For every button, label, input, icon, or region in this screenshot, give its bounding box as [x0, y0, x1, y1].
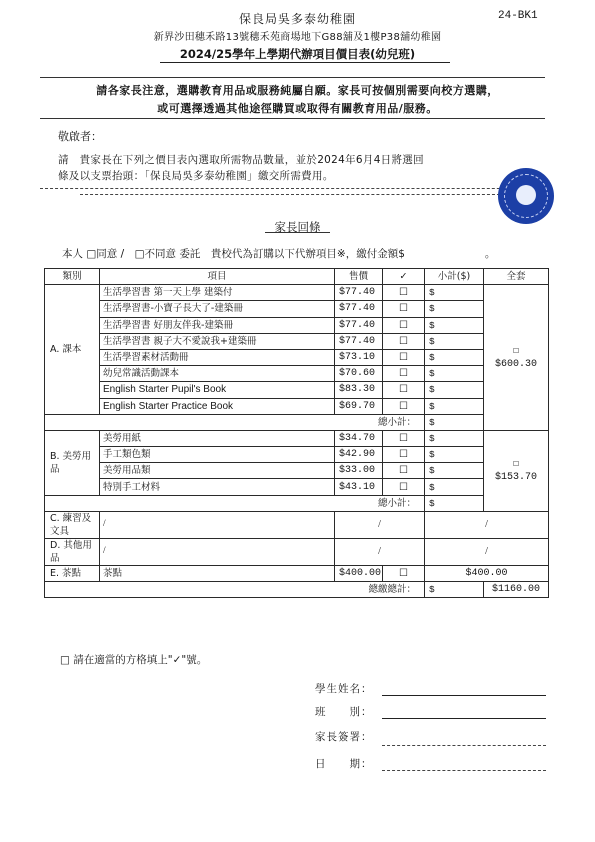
reply-title-underline	[265, 232, 330, 233]
item-checkbox[interactable]: ☐	[383, 479, 425, 495]
section-a-subtotal-value[interactable]: $	[425, 414, 484, 430]
student-name-field[interactable]	[382, 695, 546, 696]
school-name: 保良局吳多泰幼稚園	[238, 12, 356, 26]
tick-instruction: □ 請在適當的方格填上"✓"號。	[60, 654, 208, 666]
category-c-price: /	[335, 511, 425, 538]
item-price: $77.40	[335, 333, 383, 349]
category-e-row	[45, 565, 549, 581]
title-underline	[160, 62, 450, 63]
order-items-table	[44, 268, 549, 598]
item-price: $33.00	[335, 463, 383, 479]
section-b-subtotal-row	[45, 495, 549, 511]
item-name: 手工類色類	[100, 447, 335, 463]
section-a-subtotal-label: 總小計：	[45, 414, 425, 430]
set-b-cell	[484, 430, 549, 511]
grand-total-set: $1160.00	[484, 582, 549, 598]
letter-body-line-1: 請 貴家長在下列之價目表內選取所需物品數量，並於2024年6月4日將選回	[58, 154, 424, 166]
table-row	[45, 349, 549, 365]
notice-top-rule	[40, 77, 545, 78]
table-row	[45, 398, 549, 414]
table-row	[45, 447, 549, 463]
set-a-cell	[484, 285, 549, 431]
item-name: English Starter Practice Book	[100, 398, 335, 414]
class-field[interactable]	[382, 718, 546, 719]
letter-salutation: 敬啟者：	[58, 130, 102, 143]
item-name: 生活學習書 親子大不愛說我+建築冊	[100, 333, 335, 349]
parent-signature-label: 家長簽署：	[315, 731, 373, 743]
item-name: 生活學習素材活動冊	[100, 349, 335, 365]
category-d-row	[45, 538, 549, 565]
category-d-price: /	[335, 538, 425, 565]
item-price: $34.70	[335, 430, 383, 446]
class-label: 班 別：	[315, 706, 373, 718]
grand-total-row	[45, 582, 549, 598]
item-subtotal[interactable]: $	[425, 349, 484, 365]
table-row	[45, 317, 549, 333]
set-a-checkbox[interactable]: ☐	[512, 345, 520, 357]
header-price: 售價	[335, 269, 383, 285]
item-subtotal[interactable]: $	[425, 301, 484, 317]
category-c-label: C. 練習及文具	[45, 511, 100, 538]
item-subtotal[interactable]: $	[425, 479, 484, 495]
table-row	[45, 463, 549, 479]
item-name: English Starter Pupil's Book	[100, 382, 335, 398]
table-row	[45, 382, 549, 398]
table-row	[45, 333, 549, 349]
document-code: 24-BK1	[498, 10, 538, 22]
item-price: $83.30	[335, 382, 383, 398]
item-subtotal[interactable]: $	[425, 366, 484, 382]
table-row	[45, 430, 549, 446]
table-header-row	[45, 269, 549, 285]
section-a-subtotal-row	[45, 414, 549, 430]
consent-end: 。	[484, 248, 496, 260]
item-checkbox[interactable]: ☐	[383, 382, 425, 398]
item-price: $77.40	[335, 285, 383, 301]
item-checkbox[interactable]: ☐	[383, 333, 425, 349]
consent-text: 本人 □同意 / □不同意 委託 貴校代為訂購以下代辦項目※，繳付金額$	[62, 248, 405, 260]
table-row	[45, 479, 549, 495]
table-row	[45, 285, 549, 301]
item-name: 生活學習書-小寶子長大了-建築冊	[100, 301, 335, 317]
item-price: $42.90	[335, 447, 383, 463]
category-e-label: E. 茶點	[45, 565, 100, 581]
category-c-subtotal: /	[425, 511, 549, 538]
grand-total-label: 總繳總計：	[45, 582, 425, 598]
header-subtotal: 小計($)	[425, 269, 484, 285]
item-checkbox[interactable]: ☐	[383, 463, 425, 479]
item-name: 美勞用品類	[100, 463, 335, 479]
category-e-item: 茶點	[100, 565, 335, 581]
date-field[interactable]	[382, 770, 546, 771]
category-d-label: D. 其他用品	[45, 538, 100, 565]
parent-signature-field[interactable]	[382, 745, 546, 746]
stamp-emblem	[516, 185, 536, 205]
set-b-price: $153.70	[494, 471, 537, 483]
item-subtotal[interactable]: $	[425, 463, 484, 479]
reply-slip-title: 家長回條	[274, 220, 321, 234]
category-e-checkbox[interactable]: ☐	[383, 565, 425, 581]
table-row	[45, 366, 549, 382]
item-name: 美勞用紙	[100, 430, 335, 446]
item-checkbox[interactable]: ☐	[383, 398, 425, 414]
category-a-label: A. 課本	[45, 285, 100, 415]
header-category: 類別	[45, 269, 100, 285]
item-subtotal[interactable]: $	[425, 285, 484, 301]
item-subtotal[interactable]: $	[425, 447, 484, 463]
category-d-subtotal: /	[425, 538, 549, 565]
item-subtotal[interactable]: $	[425, 382, 484, 398]
item-name: 幼兒常識活動課本	[100, 366, 335, 382]
item-name: 生活學習書 第一天上學 建築付	[100, 285, 335, 301]
header-set: 全套	[484, 269, 549, 285]
school-seal-stamp	[498, 168, 554, 224]
set-b-checkbox[interactable]: ☐	[512, 458, 520, 470]
form-title: 2024/25學年上學期代辦項目價目表(幼兒班)	[179, 47, 416, 61]
date-label: 日 期：	[315, 758, 373, 770]
item-checkbox[interactable]: ☐	[383, 430, 425, 446]
item-subtotal[interactable]: $	[425, 333, 484, 349]
tear-off-line-1	[40, 188, 545, 189]
notice-line-2: 或可選擇透過其他途徑購買或取得有關教育用品/服務。	[157, 102, 438, 115]
item-subtotal[interactable]: $	[425, 317, 484, 333]
notice-line-1: 請各家長注意，選購教育用品或服務純屬自願。家長可按個別需要向校方選購，	[96, 84, 499, 97]
tear-off-line-2	[80, 194, 505, 195]
item-subtotal[interactable]: $	[425, 430, 484, 446]
header-item: 項目	[100, 269, 335, 285]
notice-bottom-rule	[40, 118, 545, 119]
header-tick: ✓	[383, 269, 425, 285]
set-a-price: $600.30	[494, 358, 537, 370]
category-e-amount: $400.00	[425, 565, 549, 581]
section-b-subtotal-value[interactable]: $	[425, 495, 484, 511]
item-checkbox[interactable]: ☐	[383, 317, 425, 333]
consent-statement	[62, 246, 495, 261]
item-price: $69.70	[335, 398, 383, 414]
letter-body-line-2: 條及以支票抬頭：「保良局吳多泰幼稚園」繳交所需費用。	[58, 170, 334, 182]
item-checkbox[interactable]: ☐	[383, 301, 425, 317]
item-subtotal[interactable]: $	[425, 398, 484, 414]
category-b-label: B. 美勞用品	[45, 430, 100, 495]
item-price: $43.10	[335, 479, 383, 495]
item-price: $77.40	[335, 301, 383, 317]
item-name: 生活學習書 好朋友伴我-建築冊	[100, 317, 335, 333]
item-price: $73.10	[335, 349, 383, 365]
item-checkbox[interactable]: ☐	[383, 447, 425, 463]
item-checkbox[interactable]: ☐	[383, 366, 425, 382]
item-name: 特別手工材料	[100, 479, 335, 495]
category-d-item: /	[100, 538, 335, 565]
item-checkbox[interactable]: ☐	[383, 285, 425, 301]
item-price: $70.60	[335, 366, 383, 382]
student-name-label: 學生姓名：	[315, 683, 373, 695]
table-row	[45, 301, 549, 317]
category-e-price: $400.00	[335, 565, 383, 581]
section-b-subtotal-label: 總小計：	[45, 495, 425, 511]
category-c-row	[45, 511, 549, 538]
category-c-item: /	[100, 511, 335, 538]
grand-total-value[interactable]: $	[425, 582, 484, 598]
item-checkbox[interactable]: ☐	[383, 349, 425, 365]
school-address: 新界沙田穗禾路13號穗禾苑商場地下G88舖及1樓P38舖幼稚園	[153, 32, 442, 43]
item-price: $77.40	[335, 317, 383, 333]
